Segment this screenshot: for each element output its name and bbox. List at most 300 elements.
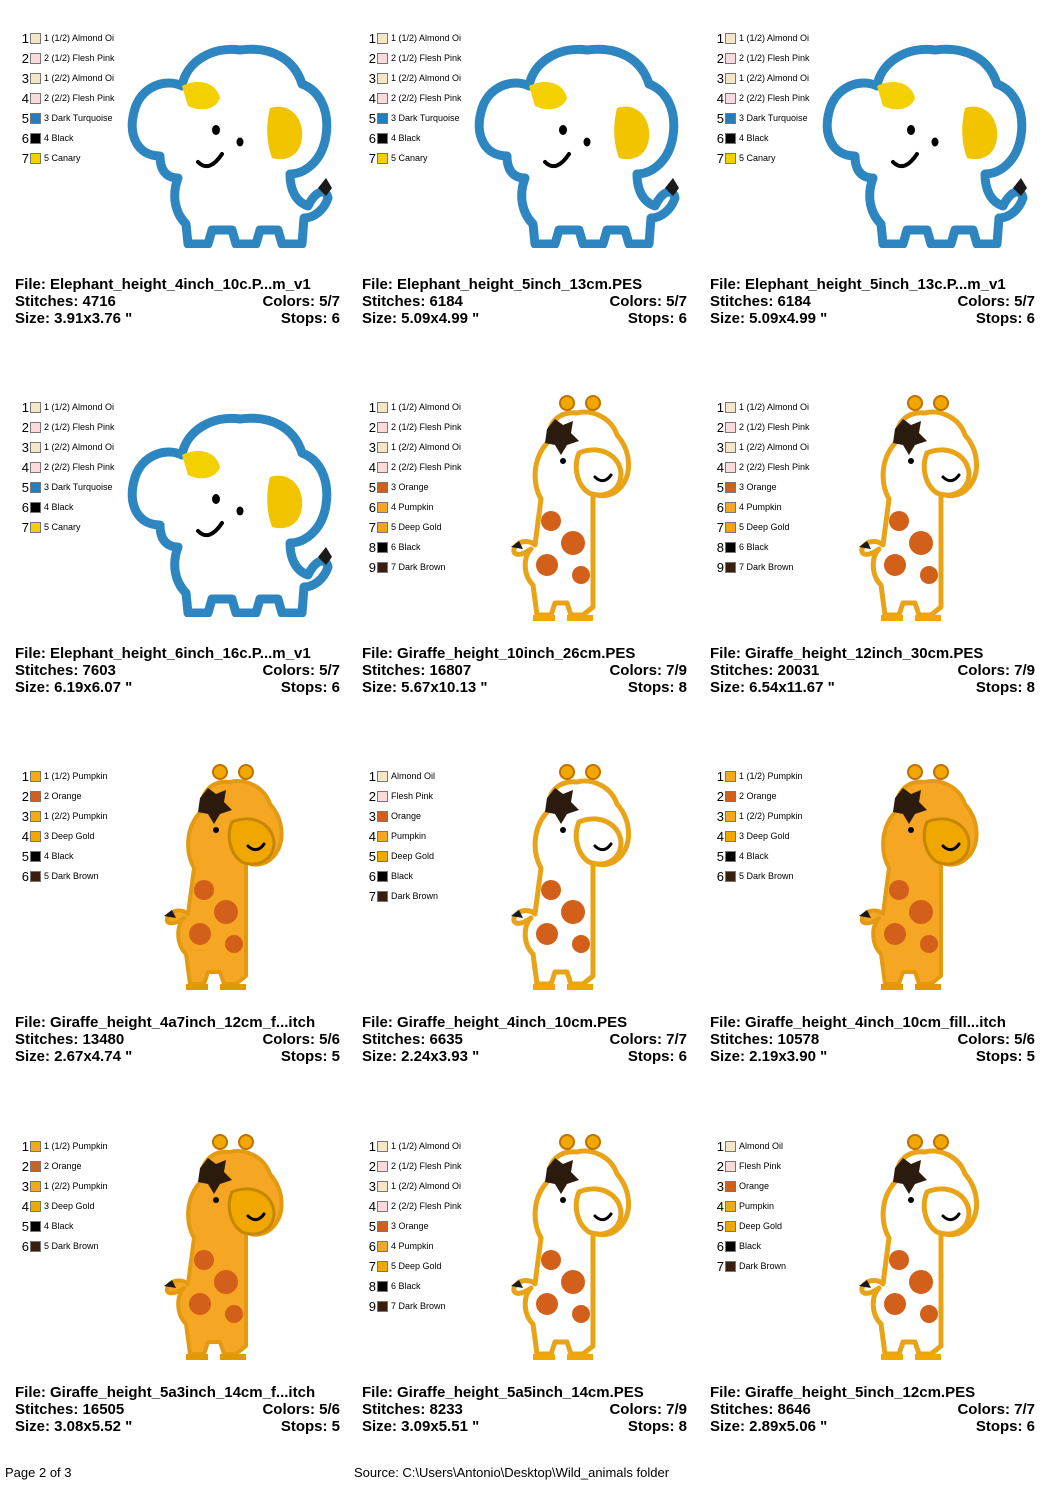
color-swatch <box>377 1201 388 1212</box>
color-swatch <box>377 771 388 782</box>
legend-number: 2 <box>716 419 724 435</box>
color-swatch <box>725 442 736 453</box>
color-swatch <box>725 1161 736 1172</box>
legend-row <box>15 1196 95 1216</box>
color-swatch <box>377 482 388 493</box>
legend-number: 4 <box>21 459 29 475</box>
legend-row <box>710 397 809 417</box>
design-size: Size: 3.91x3.76 " <box>15 310 133 327</box>
legend-thread-name: 4 Pumpkin <box>391 1240 434 1251</box>
stitch-count: Stitches: 6184 <box>710 293 811 310</box>
legend-number: 7 <box>716 1258 724 1274</box>
design-size: Size: 5.09x4.99 " <box>362 310 480 327</box>
legend-number: 1 <box>21 768 29 784</box>
legend-row <box>710 108 808 128</box>
legend-row <box>15 1136 108 1156</box>
color-swatch <box>725 93 736 104</box>
legend-row <box>710 1256 786 1276</box>
stitch-count: Stitches: 16505 <box>15 1401 125 1418</box>
color-swatch <box>30 1161 41 1172</box>
legend-thread-name: 4 Black <box>739 850 769 861</box>
legend-number: 2 <box>21 1158 29 1174</box>
stitch-count: Stitches: 6635 <box>362 1031 463 1048</box>
stop-count: Stops: 6 <box>627 310 687 327</box>
legend-row <box>15 1156 82 1176</box>
legend-thread-name: 4 Black <box>391 132 421 143</box>
file-name: File: Elephant_height_4inch_10c.P...m_v1 <box>15 276 311 293</box>
legend-thread-name: 1 (2/2) Pumpkin <box>739 810 803 821</box>
legend-number: 5 <box>368 110 376 126</box>
legend-thread-name: 1 (2/2) Almond Oi <box>44 441 115 452</box>
legend-row <box>362 1236 434 1256</box>
legend-thread-name: 1 (1/2) Almond Oi <box>44 401 115 412</box>
legend-number: 1 <box>368 30 376 46</box>
legend-number: 2 <box>21 50 29 66</box>
stop-count: Stops: 5 <box>280 1048 340 1065</box>
stop-count: Stops: 6 <box>280 310 340 327</box>
color-swatch <box>725 113 736 124</box>
legend-thread-name: 2 (1/2) Flesh Pink <box>739 421 810 432</box>
elephant-icon <box>467 38 687 253</box>
elephant-icon <box>815 38 1035 253</box>
legend-thread-name: 4 Black <box>44 1220 74 1231</box>
color-swatch <box>377 871 388 882</box>
color-swatch <box>377 462 388 473</box>
legend-number: 5 <box>21 1218 29 1234</box>
file-name: File: Giraffe_height_4inch_10cm_fill...itch <box>710 1014 1006 1031</box>
design-size: Size: 5.67x10.13 " <box>362 679 488 696</box>
legend-thread-name: 2 (1/2) Flesh Pink <box>391 52 462 63</box>
legend-number: 5 <box>368 1218 376 1234</box>
stop-count: Stops: 6 <box>975 310 1035 327</box>
legend-row <box>15 68 114 88</box>
color-swatch <box>30 402 41 413</box>
legend-row <box>362 1176 461 1196</box>
legend-thread-name: 2 Orange <box>739 790 777 801</box>
color-swatch <box>377 1241 388 1252</box>
legend-number: 5 <box>21 848 29 864</box>
giraffe-outline-icon <box>507 389 647 634</box>
color-swatch <box>725 502 736 513</box>
file-name: File: Giraffe_height_10inch_26cm.PES <box>362 645 636 662</box>
legend-row <box>15 28 114 48</box>
color-count: Colors: 5/7 <box>262 293 340 310</box>
legend-row <box>362 148 428 168</box>
color-swatch <box>377 851 388 862</box>
design-card <box>362 766 697 1126</box>
color-swatch <box>30 851 41 862</box>
legend-number: 9 <box>368 559 376 575</box>
color-swatch <box>30 482 41 493</box>
legend-number: 3 <box>368 808 376 824</box>
color-swatch <box>725 462 736 473</box>
legend-row <box>362 437 461 457</box>
stitch-count: Stitches: 8233 <box>362 1401 463 1418</box>
legend-thread-name: 1 (2/2) Almond Oi <box>391 441 462 452</box>
legend-number: 8 <box>368 539 376 555</box>
legend-number: 5 <box>21 479 29 495</box>
legend-row <box>362 886 438 906</box>
legend-row <box>710 148 776 168</box>
legend-thread-name: 2 Orange <box>44 1160 82 1171</box>
giraffe-outline-icon <box>507 758 647 1003</box>
design-info <box>15 1014 340 1065</box>
legend-thread-name: 4 Black <box>44 501 74 512</box>
file-name: File: Giraffe_height_4a7inch_12cm_f...itch <box>15 1014 316 1031</box>
design-size: Size: 2.89x5.06 " <box>710 1418 828 1435</box>
legend-thread-name: 1 (1/2) Almond Oi <box>44 32 115 43</box>
legend-thread-name: 5 Deep Gold <box>739 521 790 532</box>
color-swatch <box>30 442 41 453</box>
legend-row <box>710 128 769 148</box>
legend-row <box>15 128 74 148</box>
stitch-count: Stitches: 8646 <box>710 1401 811 1418</box>
color-swatch <box>725 851 736 862</box>
color-swatch <box>30 1241 41 1252</box>
color-swatch <box>377 1181 388 1192</box>
color-swatch <box>30 422 41 433</box>
stitch-count: Stitches: 4716 <box>15 293 116 310</box>
color-count: Colors: 5/6 <box>262 1031 340 1048</box>
color-swatch <box>377 93 388 104</box>
legend-number: 6 <box>21 1238 29 1254</box>
legend-row <box>710 28 809 48</box>
color-swatch <box>377 522 388 533</box>
color-count: Colors: 7/7 <box>957 1401 1035 1418</box>
color-swatch <box>30 1141 41 1152</box>
stitch-count: Stitches: 6184 <box>362 293 463 310</box>
color-swatch <box>377 1141 388 1152</box>
color-swatch <box>30 811 41 822</box>
color-count: Colors: 7/7 <box>609 1031 687 1048</box>
legend-thread-name: 5 Dark Brown <box>739 870 794 881</box>
color-swatch <box>377 53 388 64</box>
legend-thread-name: 4 Pumpkin <box>739 501 782 512</box>
legend-thread-name: 1 (1/2) Almond Oi <box>391 32 462 43</box>
file-name: File: Giraffe_height_12inch_30cm.PES <box>710 645 984 662</box>
legend-thread-name: Black <box>739 1240 762 1251</box>
design-card <box>362 1136 697 1496</box>
color-swatch <box>30 522 41 533</box>
legend-number: 3 <box>716 808 724 824</box>
color-swatch <box>377 153 388 164</box>
legend-thread-name: 2 (1/2) Flesh Pink <box>391 1160 462 1171</box>
legend-row <box>710 88 810 108</box>
design-info <box>15 1384 340 1435</box>
legend-row <box>15 397 114 417</box>
color-swatch <box>725 771 736 782</box>
color-swatch <box>725 402 736 413</box>
color-swatch <box>725 831 736 842</box>
file-name: File: Giraffe_height_5a3inch_14cm_f...itch <box>15 1384 316 1401</box>
legend-row <box>710 846 769 866</box>
color-swatch <box>377 831 388 842</box>
color-swatch <box>725 1141 736 1152</box>
stop-count: Stops: 5 <box>975 1048 1035 1065</box>
legend-row <box>362 1136 461 1156</box>
file-name: File: Elephant_height_6inch_16c.P...m_v1 <box>15 645 311 662</box>
color-count: Colors: 5/6 <box>262 1401 340 1418</box>
legend-thread-name: 1 (1/2) Almond Oi <box>739 32 810 43</box>
legend-row <box>710 826 790 846</box>
legend-row <box>710 68 809 88</box>
legend-thread-name: Dark Brown <box>739 1260 787 1271</box>
legend-row <box>15 417 115 437</box>
legend-number: 4 <box>716 828 724 844</box>
color-swatch <box>725 53 736 64</box>
legend-number: 3 <box>368 1178 376 1194</box>
color-swatch <box>30 73 41 84</box>
legend-number: 4 <box>21 90 29 106</box>
color-swatch <box>377 442 388 453</box>
legend-thread-name: 5 Canary <box>44 152 81 163</box>
legend-number: 5 <box>368 848 376 864</box>
color-swatch <box>725 133 736 144</box>
legend-number: 6 <box>716 868 724 884</box>
legend-thread-name: 2 (2/2) Flesh Pink <box>391 92 462 103</box>
stop-count: Stops: 6 <box>975 1418 1035 1435</box>
design-size: Size: 3.09x5.51 " <box>362 1418 480 1435</box>
legend-number: 7 <box>716 519 724 535</box>
legend-row <box>710 557 794 577</box>
design-card <box>15 766 350 1126</box>
legend-thread-name: 1 (2/2) Pumpkin <box>44 1180 108 1191</box>
color-swatch <box>30 33 41 44</box>
stitch-count: Stitches: 10578 <box>710 1031 820 1048</box>
legend-thread-name: Orange <box>739 1180 770 1191</box>
legend-row <box>710 1156 781 1176</box>
legend-row <box>362 786 433 806</box>
legend-number: 3 <box>716 70 724 86</box>
legend-row <box>362 866 413 886</box>
legend-number: 5 <box>21 110 29 126</box>
color-swatch <box>30 1221 41 1232</box>
legend-number: 7 <box>368 888 376 904</box>
color-swatch <box>725 562 736 573</box>
color-swatch <box>377 891 388 902</box>
legend-thread-name: 2 Orange <box>44 790 82 801</box>
legend-number: 1 <box>368 399 376 415</box>
legend-number: 6 <box>368 499 376 515</box>
legend-row <box>362 537 421 557</box>
legend-row <box>15 497 74 517</box>
legend-thread-name: Pumpkin <box>391 830 427 841</box>
color-swatch <box>377 1161 388 1172</box>
color-swatch <box>725 482 736 493</box>
design-info <box>15 276 340 327</box>
legend-row <box>15 846 74 866</box>
stop-count: Stops: 6 <box>627 1048 687 1065</box>
legend-row <box>362 1256 442 1276</box>
legend-row <box>15 786 82 806</box>
design-info <box>362 276 687 327</box>
color-count: Colors: 7/9 <box>609 662 687 679</box>
design-card <box>15 1136 350 1496</box>
legend-number: 5 <box>368 479 376 495</box>
design-info <box>710 645 1035 696</box>
elephant-icon <box>120 407 340 622</box>
legend-number: 1 <box>716 30 724 46</box>
color-swatch <box>725 33 736 44</box>
legend-number: 7 <box>368 1258 376 1274</box>
legend-thread-name: 4 Black <box>44 850 74 861</box>
legend-row <box>710 437 809 457</box>
legend-row <box>15 108 113 128</box>
color-swatch <box>725 811 736 822</box>
legend-thread-name: 2 (1/2) Flesh Pink <box>44 52 115 63</box>
stop-count: Stops: 5 <box>280 1418 340 1435</box>
color-count: Colors: 7/9 <box>609 1401 687 1418</box>
elephant-icon <box>120 38 340 253</box>
legend-thread-name: 1 (1/2) Almond Oi <box>391 1140 462 1151</box>
legend-row <box>362 477 429 497</box>
legend-thread-name: 3 Orange <box>739 481 777 492</box>
legend-thread-name: Deep Gold <box>739 1220 783 1231</box>
legend-number: 4 <box>21 828 29 844</box>
legend-number: 2 <box>21 788 29 804</box>
legend-thread-name: 5 Canary <box>739 152 776 163</box>
legend-row <box>710 457 810 477</box>
file-name: File: Elephant_height_5inch_13cm.PES <box>362 276 643 293</box>
color-swatch <box>30 153 41 164</box>
legend-number: 3 <box>21 808 29 824</box>
legend-number: 3 <box>368 439 376 455</box>
legend-row <box>362 48 462 68</box>
color-swatch <box>30 133 41 144</box>
legend-thread-name: 3 Dark Turquoise <box>739 112 808 123</box>
design-card <box>710 397 1045 757</box>
legend-thread-name: Almond Oil <box>391 770 436 781</box>
legend-thread-name: 4 Black <box>739 132 769 143</box>
legend-number: 3 <box>21 70 29 86</box>
legend-number: 2 <box>368 788 376 804</box>
color-swatch <box>377 562 388 573</box>
color-swatch <box>377 422 388 433</box>
legend-row <box>15 148 81 168</box>
legend-row <box>15 1236 99 1256</box>
legend-row <box>710 497 782 517</box>
legend-thread-name: 7 Dark Brown <box>391 1300 446 1311</box>
legend-number: 6 <box>716 1238 724 1254</box>
legend-row <box>362 517 442 537</box>
legend-thread-name: 1 (2/2) Almond Oi <box>44 72 115 83</box>
legend-number: 2 <box>716 1158 724 1174</box>
stop-count: Stops: 8 <box>627 679 687 696</box>
legend-number: 6 <box>21 868 29 884</box>
legend-number: 2 <box>21 419 29 435</box>
color-count: Colors: 7/9 <box>957 662 1035 679</box>
design-card <box>710 28 1045 388</box>
legend-row <box>15 517 81 537</box>
legend-row <box>710 48 810 68</box>
legend-thread-name: Flesh Pink <box>391 790 434 801</box>
legend-row <box>362 128 421 148</box>
legend-number: 5 <box>716 848 724 864</box>
legend-thread-name: Almond Oil <box>739 1140 784 1151</box>
legend-thread-name: Flesh Pink <box>739 1160 782 1171</box>
file-name: File: Giraffe_height_5a5inch_14cm.PES <box>362 1384 644 1401</box>
design-info <box>15 645 340 696</box>
legend-thread-name: 5 Deep Gold <box>391 1260 442 1271</box>
color-swatch <box>725 871 736 882</box>
legend-thread-name: 2 (1/2) Flesh Pink <box>739 52 810 63</box>
legend-row <box>15 477 113 497</box>
legend-row <box>362 557 446 577</box>
legend-number: 1 <box>21 399 29 415</box>
legend-thread-name: 3 Orange <box>391 481 429 492</box>
legend-thread-name: 3 Dark Turquoise <box>44 481 113 492</box>
legend-number: 7 <box>368 519 376 535</box>
legend-thread-name: 1 (1/2) Almond Oi <box>391 401 462 412</box>
legend-number: 2 <box>716 788 724 804</box>
legend-thread-name: 3 Dark Turquoise <box>44 112 113 123</box>
color-count: Colors: 5/7 <box>262 662 340 679</box>
legend-row <box>362 1276 421 1296</box>
legend-thread-name: Black <box>391 870 414 881</box>
legend-number: 1 <box>716 399 724 415</box>
design-info <box>362 645 687 696</box>
legend-thread-name: 2 (2/2) Flesh Pink <box>44 461 115 472</box>
legend-row <box>710 1136 783 1156</box>
legend-row <box>710 806 803 826</box>
legend-number: 1 <box>368 1138 376 1154</box>
file-name: File: Giraffe_height_5inch_12cm.PES <box>710 1384 976 1401</box>
legend-row <box>710 477 777 497</box>
design-card <box>362 397 697 757</box>
color-swatch <box>377 402 388 413</box>
color-swatch <box>725 1181 736 1192</box>
giraffe-filled-icon <box>855 758 995 1003</box>
legend-row <box>15 1216 74 1236</box>
color-swatch <box>725 153 736 164</box>
design-card <box>362 28 697 388</box>
design-card <box>710 766 1045 1126</box>
legend-number: 7 <box>368 150 376 166</box>
legend-row <box>710 1196 774 1216</box>
legend-thread-name: 7 Dark Brown <box>739 561 794 572</box>
legend-row <box>15 457 115 477</box>
color-swatch <box>377 113 388 124</box>
color-swatch <box>725 422 736 433</box>
legend-thread-name: Orange <box>391 810 422 821</box>
color-swatch <box>30 113 41 124</box>
legend-number: 3 <box>368 70 376 86</box>
design-size: Size: 3.08x5.52 " <box>15 1418 133 1435</box>
color-swatch <box>377 33 388 44</box>
color-swatch <box>30 791 41 802</box>
color-swatch <box>377 133 388 144</box>
legend-thread-name: 1 (2/2) Almond Oi <box>739 441 810 452</box>
color-swatch <box>30 53 41 64</box>
legend-number: 1 <box>21 1138 29 1154</box>
color-swatch <box>30 462 41 473</box>
legend-number: 4 <box>716 459 724 475</box>
color-swatch <box>30 502 41 513</box>
legend-row <box>710 1216 782 1236</box>
legend-number: 6 <box>21 499 29 515</box>
legend-number: 3 <box>716 439 724 455</box>
legend-number: 8 <box>716 539 724 555</box>
legend-row <box>15 806 108 826</box>
legend-number: 6 <box>368 130 376 146</box>
legend-row <box>362 1216 429 1236</box>
legend-row <box>362 417 462 437</box>
color-swatch <box>725 1201 736 1212</box>
color-swatch <box>30 1201 41 1212</box>
legend-row <box>710 766 803 786</box>
legend-thread-name: 3 Deep Gold <box>739 830 790 841</box>
legend-row <box>710 517 790 537</box>
